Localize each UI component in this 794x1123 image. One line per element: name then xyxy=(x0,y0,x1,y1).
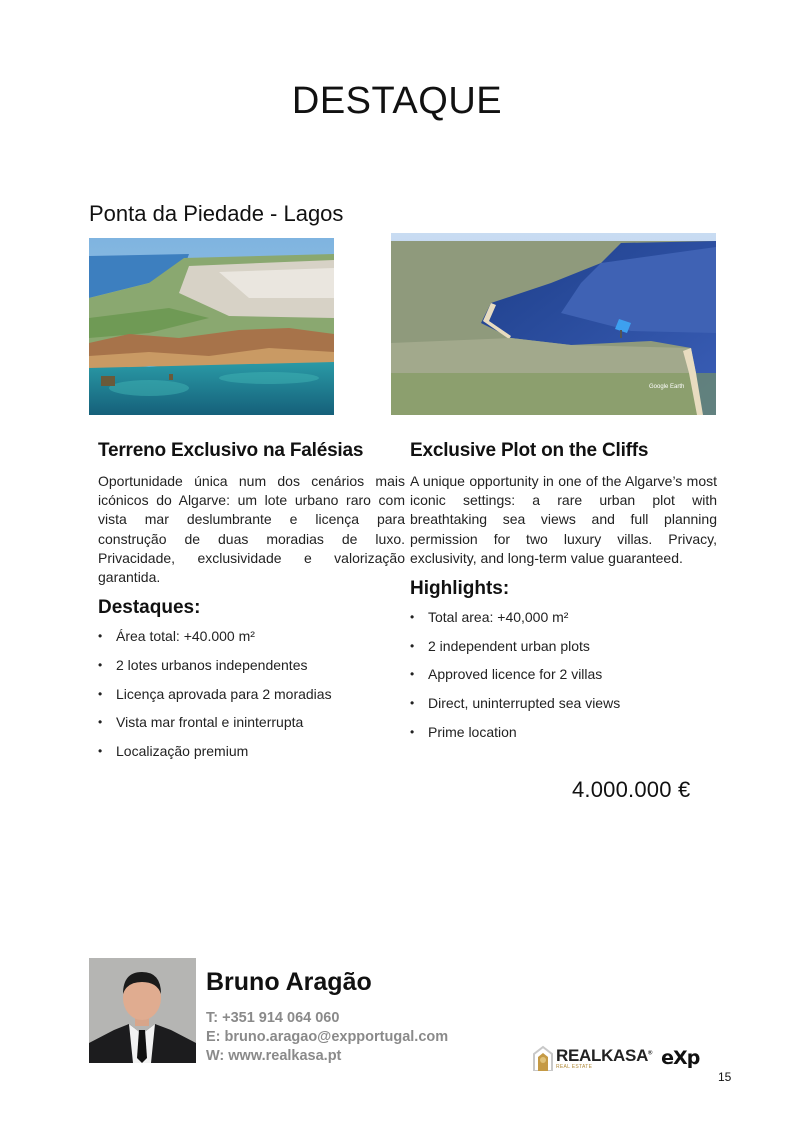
bullet-icon: • xyxy=(410,667,415,682)
list-item: • Total area: +40,000 m² xyxy=(410,603,717,632)
bullet-icon: • xyxy=(98,686,103,701)
bullet-icon: • xyxy=(410,610,415,625)
bullet-icon: • xyxy=(98,629,103,644)
bullet-icon: • xyxy=(410,638,415,653)
list-item: • Approved licence for 2 villas xyxy=(410,660,717,689)
list-item: • Prime location xyxy=(410,718,717,747)
realkasa-logo: REALKASA® REAL ESTATE xyxy=(556,1045,653,1070)
en-description: A unique opportunity in one of the Algarve’s most iconic settings: a rare urban plot with breathtaking sea views and full planning permission for two luxury villas. Privacy, exclusivity, and long-term value guaranteed. xyxy=(410,473,717,566)
satellite-bay-image xyxy=(391,233,716,415)
bullet-icon: • xyxy=(98,657,103,672)
list-item: • Licença aprovada para 2 moradias xyxy=(98,680,405,709)
exp-logo: eXp xyxy=(661,1047,700,1069)
pt-heading: Terreno Exclusivo na Falésias xyxy=(98,440,364,461)
google-earth-watermark: Google Earth xyxy=(649,384,685,390)
brand-logos xyxy=(532,1044,699,1072)
list-item: • 2 independent urban plots xyxy=(410,632,717,661)
property-location: Ponta da Piedade - Lagos xyxy=(89,201,344,226)
list-item: • Direct, uninterrupted sea views xyxy=(410,689,717,718)
list-item: • Vista mar frontal e ininterrupta xyxy=(98,708,405,737)
price: 4.000.000 € xyxy=(572,777,691,802)
agent-photo xyxy=(89,958,196,1063)
agent-name: Bruno Aragão xyxy=(206,968,372,996)
satellite-bay-photo xyxy=(391,233,716,415)
bullet-icon: • xyxy=(98,715,103,730)
page-number: 15 xyxy=(718,1070,732,1084)
list-item: • 2 lotes urbanos independentes xyxy=(98,651,405,680)
bullet-icon: • xyxy=(410,724,415,739)
agent-portrait xyxy=(89,958,196,1063)
en-heading: Exclusive Plot on the Cliffs xyxy=(410,440,649,461)
pt-highlights-list xyxy=(98,622,405,766)
aerial-cliffs-photo xyxy=(89,238,334,415)
en-highlights-heading: Highlights: xyxy=(410,578,510,600)
portuguese-section xyxy=(98,440,405,766)
en-highlights-list xyxy=(410,603,717,747)
realkasa-house-icon xyxy=(532,1045,554,1071)
aerial-cliffs-image xyxy=(89,238,334,415)
bullet-icon: • xyxy=(410,696,415,711)
pt-description: Oportunidade única num dos cenários mais icónicos do Algarve: um lote urbano raro com vista mar deslumbrante e licença para construção de duas moradias de luxo. Privacidade, exclusividade e valorização garantida. xyxy=(98,473,405,586)
list-item: • Área total: +40.000 m² xyxy=(98,622,405,651)
page-title: DESTAQUE xyxy=(291,80,503,122)
agent-website[interactable]: W: www.realkasa.pt xyxy=(206,1048,342,1064)
list-item: • Localização premium xyxy=(98,737,405,766)
pt-highlights-heading: Destaques: xyxy=(98,597,201,619)
bullet-icon: • xyxy=(98,744,103,759)
agent-email[interactable]: E: bruno.aragao@expportugal.com xyxy=(206,1029,449,1045)
agent-phone[interactable]: T: +351 914 064 060 xyxy=(206,1010,340,1026)
english-section xyxy=(410,440,717,747)
